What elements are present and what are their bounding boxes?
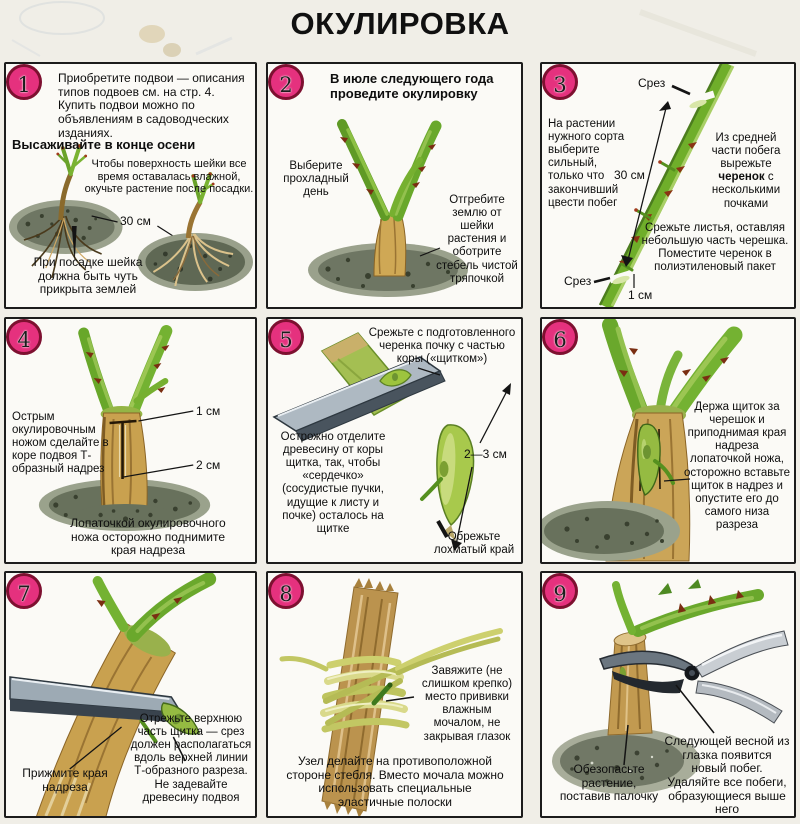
length-dimension-label: 30 см bbox=[614, 168, 645, 182]
panel-step-9 bbox=[540, 571, 796, 818]
step7-top-cut-note: Отрежьте верхнюю часть щитка — срез должен располагаться вдоль верхней линии Т-образного разреза. Не задевайте древесину подвоя bbox=[130, 713, 252, 804]
cut-bottom-dash bbox=[594, 278, 610, 282]
step-number-badge: 7 bbox=[6, 573, 42, 609]
cut-label-bottom: Срез bbox=[564, 274, 592, 288]
step-number-badge: 6 bbox=[542, 319, 578, 355]
panel-step-1 bbox=[4, 62, 257, 309]
step-number-badge: 1 bbox=[6, 64, 42, 100]
step6-insert-note: Держа щиток за черешок и приподнимая края надреза лопаточкой ножа, осторожно вставьте щиток в надрез и опустите его до самого низа разреза bbox=[684, 401, 790, 531]
shield-dimension-label: 2—3 см bbox=[464, 447, 507, 461]
step8-knot-note: Узел делайте на противоположной стороне стебля. Вместо мочала можно использовать специальные эластичные полоски bbox=[286, 754, 504, 810]
stub-dimension-label: 1 см bbox=[628, 288, 653, 302]
step7-press-note: Прижмите края надреза bbox=[22, 766, 108, 794]
panel-step-7 bbox=[4, 571, 257, 818]
depth-dimension-label: 30 см bbox=[120, 214, 151, 228]
step3-leaves-note: Срежьте листья, оставляя небольшую часть черешка. Поместите черенок в полиэтиленовый пакет bbox=[641, 222, 789, 274]
step8-tie-note: Завяжите (не слишком крепко) место прививки влажным мочалом, не закрывая глазок bbox=[421, 665, 513, 743]
cut-top-dimension: 1 см bbox=[196, 404, 221, 418]
step-number-badge: 9 bbox=[542, 573, 578, 609]
panel-step-4 bbox=[4, 317, 257, 564]
step2-day-note: Выберите прохладный день bbox=[283, 160, 349, 199]
step4-knife-note: Острым окулировочным ножом сделайте в коре подвоя Т-образный надрез bbox=[12, 411, 109, 476]
panel-step-5 bbox=[266, 317, 523, 564]
page-title: ОКУЛИРОВКА bbox=[290, 6, 510, 41]
step4-lift-note: Лопаточкой окулировочного ножа осторожно поднимите края надреза bbox=[70, 516, 226, 558]
step2-heading: В июле следующего года проведите окулировку bbox=[330, 71, 494, 101]
step1-intro-text: Приобретите подвои — описания типов подвоев см. на стр. 4. Купить подвои можно по объявлениям в садоводческих изданиях. bbox=[58, 71, 245, 140]
panel-step-2 bbox=[266, 62, 523, 309]
step9-stake-note: Обезопасьте растение, поставив палочку bbox=[559, 762, 659, 804]
step-number-badge: 3 bbox=[542, 64, 578, 100]
step2-clean-note: Отгребите землю от шейки растения и оботрите стебель чистой тряпочкой bbox=[436, 194, 518, 285]
cut-top-dash bbox=[672, 86, 690, 94]
panel-step-8 bbox=[266, 571, 523, 818]
step1-collar-note: При посадке шейка должна быть чуть прикрыта землей bbox=[33, 255, 143, 297]
step3-cutting-note: Из средней части побега вырежьте черенок с несколькими почками bbox=[711, 132, 781, 210]
step1-heading: Высаживайте в конце осени bbox=[12, 137, 196, 152]
step-number-badge: 8 bbox=[268, 573, 304, 609]
cutting-term: черенок bbox=[718, 171, 765, 184]
bud-shield bbox=[422, 425, 474, 541]
step5-wood-note: Острожно отделите древесину от коры щитка, так, чтобы «сердечко» (сосудистые пучки, идущие к листу и почке) осталось на щитке bbox=[280, 431, 386, 535]
step-number-badge: 2 bbox=[268, 64, 304, 100]
panel-step-3 bbox=[540, 62, 796, 309]
step5-trim-note: Обрежьте лохматый край bbox=[433, 531, 515, 557]
soil-mound bbox=[542, 501, 680, 561]
step-number-badge: 5 bbox=[268, 319, 304, 355]
step3-shoot-note: На растении нужного сорта выберите сильный, только что закончивший цвести побег bbox=[548, 118, 625, 209]
step-number-badge: 4 bbox=[6, 319, 42, 355]
cut-side-dimension: 2 см bbox=[196, 458, 221, 472]
step9-spring-note: Следующей весной из глазка появится новый побег. Удаляйте все побеги, образующиеся выше него bbox=[664, 734, 790, 817]
step1-moist-note: Чтобы поверхность шейки все время оставалась влажной, окучьте растение после посадки. bbox=[84, 158, 254, 196]
cut-label-top: Срез bbox=[638, 76, 666, 90]
step5-cut-bud-note: Срежьте с подготовленного черенка почку с частью коры («щитком») bbox=[368, 327, 516, 366]
panel-step-6 bbox=[540, 317, 796, 564]
